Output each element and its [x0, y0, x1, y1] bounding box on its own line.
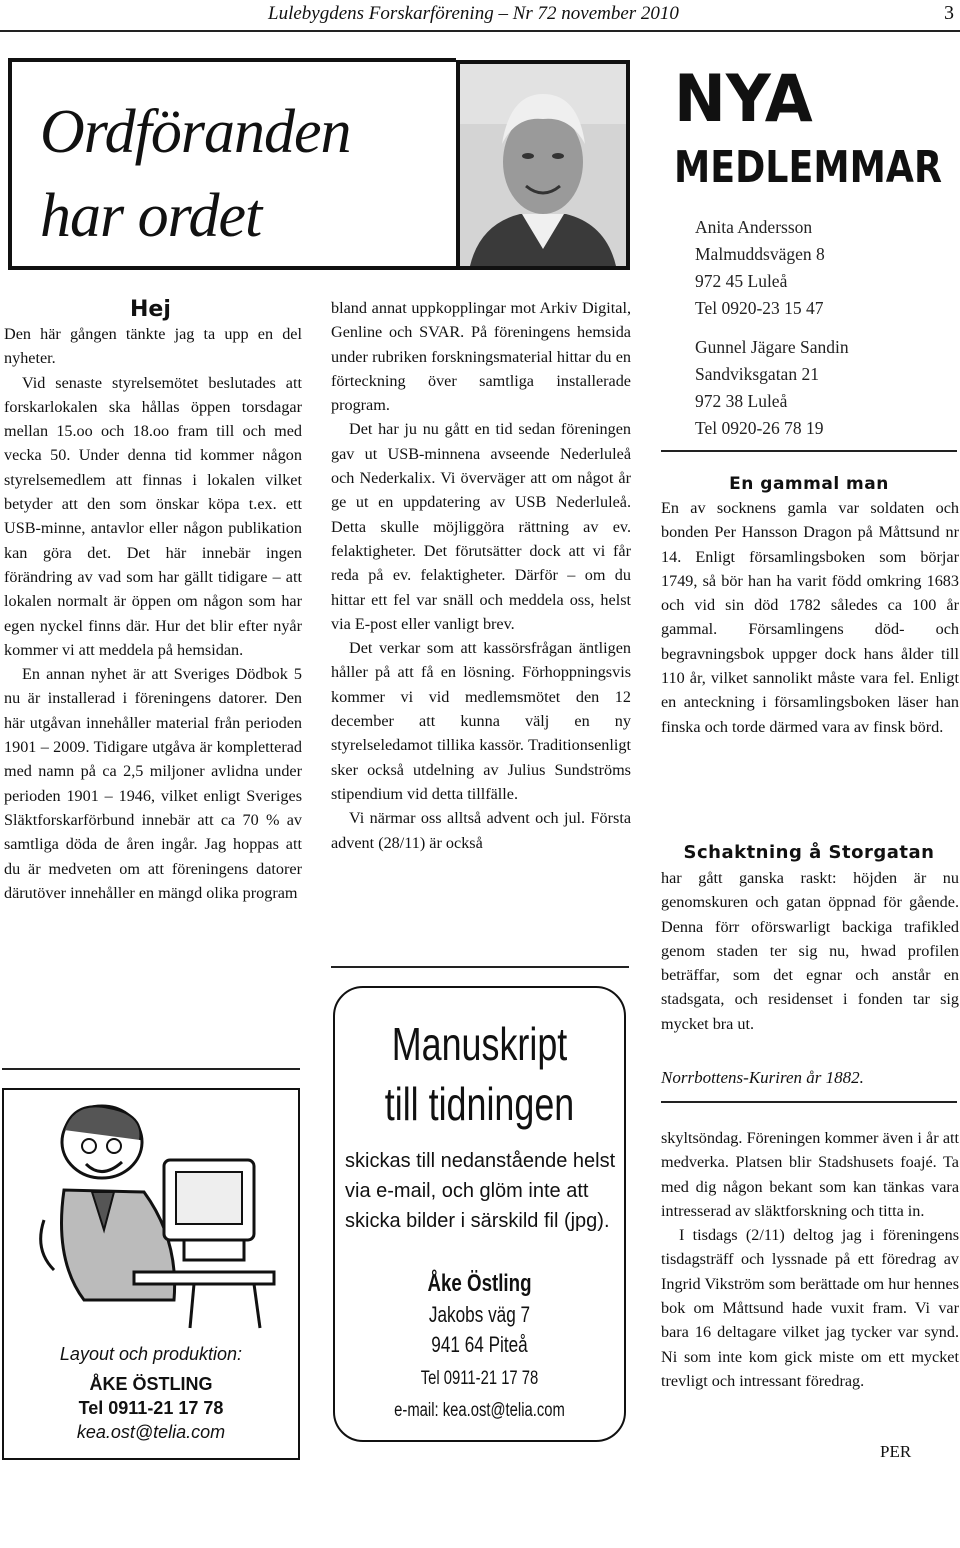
manuscript-title-2: till tidningen: [384, 1078, 575, 1130]
manuscript-box: [333, 986, 626, 1442]
signature: PER: [880, 1442, 912, 1461]
member-phone: Tel 0920-26 78 19: [695, 418, 824, 438]
old-man-heading: En gammal man: [729, 474, 889, 494]
title-line-2: har ordet: [40, 182, 262, 250]
paragraph: bland annat uppkopplingar mot Arkiv Digital, Genline och SVAR. På föreningens hemsida under rubriken forskningsmaterial hittar du en förteckning över samtliga installerade program.: [331, 299, 631, 415]
digging-source: Norrbottens-Kuriren år 1882.: [661, 1068, 864, 1087]
divider: [661, 1101, 957, 1103]
member-street: Malmuddsvägen 8: [695, 244, 825, 264]
member-phone: Tel 0920-23 15 47: [695, 298, 824, 318]
layout-credit-name: ÅKE ÖSTLING: [89, 1374, 213, 1394]
manuscript-phone: Tel 0911-21 17 78: [420, 1368, 539, 1389]
member-city: 972 45 Luleå: [695, 271, 788, 291]
manuscript-city: 941 64 Piteå: [431, 1332, 528, 1357]
header-rule: [0, 30, 960, 32]
manuscript-street: Jakobs väg 7: [428, 1302, 531, 1327]
manuscript-body: skickas till nedanstående helst via e-mail, och glöm inte att skicka bilder i särskild fil (jpg).: [345, 1150, 616, 1232]
layout-credit-box: [2, 1088, 300, 1460]
manuscript-title-1: Manuskript: [391, 1018, 568, 1070]
paragraph: En av socknens gamla var soldaten och bonden Per Hansson Dragon på Måttsund nr 14. Enligt församlingsboken som börjar 1749, så bör han ha varit född omkring 1683 och vid sin död 1782 således ca 100 år gammal. Församlingens död- och begravningsbok uppger dock hans ålder till 110 år, vilket sannolikt måste vara fel. Enligt en anteckning i församlingsboken läser han finska och torde därmed vara av finsk börd.: [661, 499, 959, 736]
chairman-column-3: [661, 1126, 959, 1393]
computer-user-cartoon: [14, 1100, 288, 1330]
layout-credit-email: kea.ost@telia.com: [76, 1422, 226, 1442]
member-city: 972 38 Luleå: [695, 391, 788, 411]
greeting-heading: Hej: [130, 297, 171, 322]
paragraph: Vi närmar oss alltså advent och jul. Första advent (28/11) är också: [331, 809, 631, 852]
page-title: [40, 90, 350, 258]
member-name: Anita Andersson: [695, 217, 813, 237]
member-name: Gunnel Jägare Sandin: [695, 337, 849, 357]
page-number: 3: [944, 2, 954, 24]
member-street: Sandviksgatan 21: [695, 364, 819, 384]
manuscript-email: e-mail: kea.ost@telia.com: [394, 1400, 565, 1421]
running-header: Lulebygdens Forskarförening – Nr 72 november 2010: [268, 3, 679, 24]
layout-credit-label: Layout och produktion:: [59, 1344, 243, 1364]
paragraph: I tisdags (2/11) deltog jag i föreningens tisdagsträff och lyssnade på ett föredrag av Ingrid Vikström som berättade om hur hennes bok om Måttsund hade vuxit fram. Vi var bara 16 deltagare vilket jag tycker var synd. Ni som inte kom gick miste om ett mycket trevligt och intressant föredrag.: [661, 1226, 959, 1390]
chairman-column-1: [4, 322, 302, 905]
member-2: [695, 334, 849, 442]
chairman-column-2: [331, 296, 631, 855]
paragraph: Det har ju nu gått en tid sedan föreningen gav ut USB-minnena avseende Nederluleå och Nederkalix. Vi överväger att om något år ge ut en uppdatering av USB Nederluleå. Detta skulle möjliggöra rättning av ev. felaktigheter. Det förutsätter dock att vi får reda på ev. felaktigheter. Därför – om du hittar ett fel var snäll och meddela oss, helst via E-post eller vanligt brev.: [331, 420, 631, 633]
title-line-1: Ordföranden: [40, 98, 351, 166]
layout-credit-phone: Tel 0911-21 17 78: [78, 1398, 224, 1418]
divider: [661, 450, 957, 452]
member-1: [695, 214, 825, 322]
digging-text: [661, 866, 959, 1036]
paragraph: Den här gången tänkte jag ta upp en del nyheter.: [4, 325, 302, 368]
old-man-text: [661, 496, 959, 739]
divider: [331, 966, 629, 968]
divider: [2, 1068, 300, 1070]
paragraph: har gått ganska raskt: höjden är nu genomskuren och gatan öppnad för gående. Denna förr oförswarligt backiga trafikled genom staden ter sig nu, hwad profilen beträffar, som det egnar och anstår en stadsgata, och residenset i fonden tar sig mycket bra ut.: [661, 869, 959, 1033]
nya-medlemmar-logo: [660, 60, 950, 200]
paragraph: skyltsöndag. Föreningen kommer även i år att medverka. Platsen blir Stadshusets foajé. Ta med dig någon bekant som kan tänkas vara intresserad av släktforskning och titta in.: [661, 1129, 959, 1220]
paragraph: Vid senaste styrelsemötet beslutades att forskarlokalen ska hållas öppen torsdagar mellan 15.oo och 18.oo fram till och med vecka 50. Under denna tid kommer någon styrelsemedlem att finnas i lokalen vilket betyder att den som önskar köpa t.ex. ett USB-minne, antavlor eller någon publikation kan göra det. Det här innebär ingen förändring av vad som har gällt tidigare – att lokalen normalt är öppen om någon som har egen nyckel finns där. Hur det blir efter nyår kommer vi att meddela på hemsidan.: [4, 373, 302, 659]
digging-heading: Schaktning å Storgatan: [683, 842, 935, 863]
logo-line-1: NYA: [674, 60, 813, 137]
manuscript-name: Åke Östling: [427, 1270, 532, 1297]
chairman-portrait-photo: [456, 60, 630, 270]
paragraph: Det verkar som att kassörsfrågan äntligen håller på att få en lösning. Förhoppningsvis kommer vi vid medlemsmötet den 12 december att kunna välj en ny styrelseledamot tillika kassör. Traditionsenligt sker också utdelning av Julius Sundströms stipendium vid detta tillfälle.: [331, 639, 631, 803]
logo-line-2: MEDLEMMAR: [674, 142, 942, 193]
paragraph: En annan nyhet är att Sveriges Dödbok 5 nu är installerad i föreningens datorer. Den här utgåvan innehåller material från perioden 1901 – 2009. Tidigare utgåva är kompletterad med namn på ca 2,5 miljoner avlidna under perioden 1901 – 1946, vilket enligt Sveriges Släktforskarförbund innebär att ca 70 % av samtliga döda de åren ingår. Jag hoppas att du är medveten om att föreningens datorer därutöver innehåller en mängd olika program: [4, 665, 302, 902]
